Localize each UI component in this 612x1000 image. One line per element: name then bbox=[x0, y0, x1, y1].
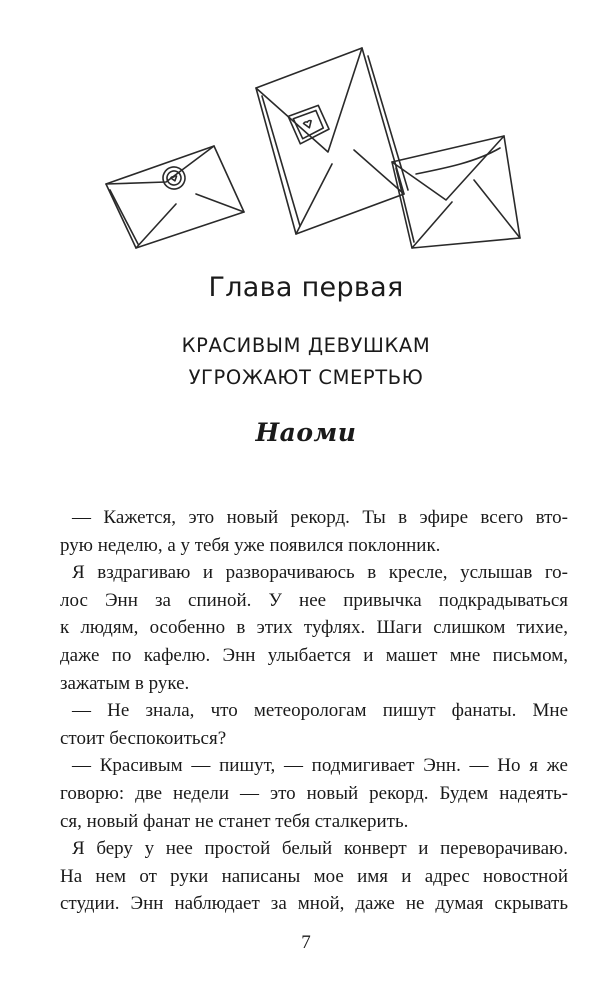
text-line: — Не знала, что метеорологам пишут фанаты. Мне bbox=[72, 700, 568, 722]
text-line: Я беру у нее простой белый конверт и переворачиваю. bbox=[72, 838, 568, 860]
narrator-name: Наоми bbox=[255, 418, 357, 447]
text-line: зажатым в руке. bbox=[60, 672, 190, 694]
chapter-subtitle-line: УГРОЖАЮТ СМЕРТЬЮ bbox=[188, 366, 424, 389]
text-line: рую неделю, а у тебя уже появился поклонник. bbox=[60, 534, 441, 556]
chapter-subtitle-line: КРАСИВЫМ ДЕВУШКАМ bbox=[181, 334, 431, 357]
text-line: лос Энн за спиной. У нее привычка подкрадываться bbox=[60, 589, 568, 611]
left-envelope-icon bbox=[106, 146, 244, 248]
text-line: — Красивым — пишут, — подмигивает Энн. — Но я же bbox=[72, 755, 568, 777]
center-envelope-icon bbox=[256, 48, 408, 234]
text-line: На нем от руки написаны мое имя и адрес новостной bbox=[60, 865, 568, 887]
body-text bbox=[60, 504, 568, 918]
text-line: даже по кафелю. Энн улыбается и машет мне письмом, bbox=[60, 644, 568, 666]
text-line: — Кажется, это новый рекорд. Ты в эфире всего вто- bbox=[72, 507, 568, 528]
text-line: ся, новый фанат не станет тебя сталкерить. bbox=[60, 810, 409, 832]
text-line: стоит беспокоиться? bbox=[60, 727, 227, 749]
page-number: 7 bbox=[301, 932, 311, 953]
text-line: к людям, особенно в этих туфлях. Шаги слишком тихие, bbox=[60, 617, 568, 639]
text-line: студии. Энн наблюдает за мной, даже не думая скрывать bbox=[60, 893, 568, 915]
chapter-subtitle bbox=[0, 330, 612, 394]
text-line: говорю: две недели — это новый рекорд. Будем надеять- bbox=[60, 782, 568, 804]
right-envelope-icon bbox=[392, 136, 520, 248]
chapter-title: Глава первая bbox=[208, 272, 404, 303]
text-line: Я вздрагиваю и разворачиваюсь в кресле, услышав го- bbox=[72, 562, 568, 584]
envelopes-illustration-icon bbox=[96, 44, 526, 254]
